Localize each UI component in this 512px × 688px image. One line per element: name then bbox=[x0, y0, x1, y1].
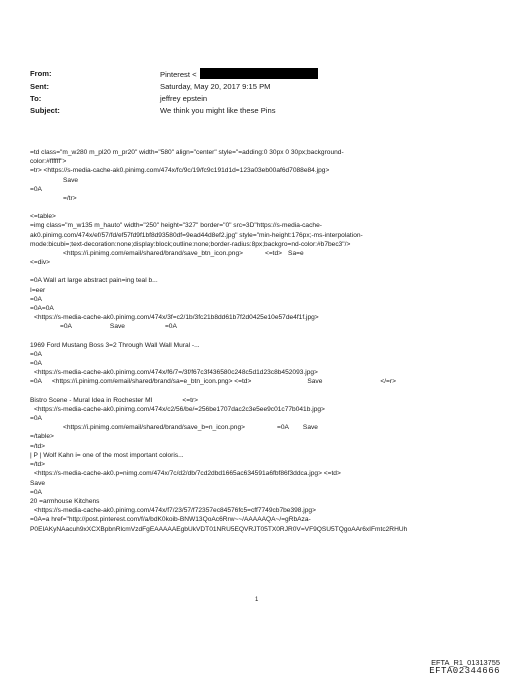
body-line: <https://s-media-cache-ak0.p=nimg.com/474x/7c/d2/db/7cd2dbd1665ac634591a6fbf86f3ddca.jpg> <=td> bbox=[34, 470, 341, 478]
body-line: =0A bbox=[30, 360, 42, 368]
body-line: =0A=a href="http://post.pinterest.com/f/a/bdK0koib-BNW13QoAc6Rrw~~/AAAAAQA~/=gRbAza- bbox=[30, 516, 311, 524]
body-line bbox=[30, 396, 488, 405]
body-text: <https://i.pinimg.com/email/shared/brand/save_btn_icon.png> bbox=[63, 250, 243, 258]
body-line: =0A bbox=[30, 185, 42, 193]
body-line: =0A bbox=[30, 295, 42, 303]
body-line: =td class="m_w280 m_pl20 m_pr20" width="580" align="center" style="=adding:0 30px 0 30px;background- bbox=[30, 149, 344, 156]
body-text: Bistro Scene - Mural Idea in Rochester MI bbox=[30, 396, 153, 404]
body-line: =0A bbox=[30, 415, 42, 423]
body-line: <=div> bbox=[30, 259, 50, 267]
from-row bbox=[30, 68, 490, 81]
body-line: =/td> bbox=[30, 442, 46, 450]
bates-footer bbox=[429, 658, 500, 676]
body-text: <https://i.pinimg.com/email/shared/brand/save_b=n_icon.png> bbox=[63, 424, 245, 432]
from-value bbox=[160, 68, 318, 81]
bates-id-primary: EFTA_R1_01313755 bbox=[431, 658, 500, 667]
sent-label: Sent: bbox=[30, 82, 49, 91]
body-text: <https://i.pinimg.com/email/shared/brand/sa=e_btn_icon.png> <=td> bbox=[51, 378, 252, 386]
body-text: Save bbox=[109, 323, 125, 331]
body-line: =0A bbox=[30, 488, 42, 496]
page-number: 1 bbox=[255, 597, 259, 603]
subject-value: We think you might like these Pins bbox=[160, 106, 276, 115]
body-text: =0A bbox=[30, 378, 42, 386]
body-line: =0A=0A bbox=[30, 305, 54, 313]
body-text: <=td> bbox=[264, 250, 283, 258]
body-line bbox=[30, 322, 488, 331]
body-line: Save bbox=[63, 176, 79, 184]
body-line: <=table> bbox=[30, 213, 56, 221]
body-line: =tr> <https://s-media-cache-ak0.pinimg.com/474x/fc/9c/19/fc9c191d1d=123a03eb00af6d7088e84.jpg> bbox=[30, 167, 330, 175]
body-line bbox=[30, 423, 488, 432]
body-text: Save bbox=[307, 378, 323, 386]
body-text: =0A bbox=[277, 424, 289, 432]
redaction-bar bbox=[200, 68, 318, 79]
body-line: Save bbox=[30, 479, 46, 487]
body-text: </=r> bbox=[380, 378, 396, 386]
body-text: Sa=e bbox=[288, 250, 304, 258]
body-line: ak0.pinimg.com/474x/ef/57/fd/ef57fd9f1bf8d93580df=9ead44d8ef2.jpg" style="min-height:176px;-ms-interpolation- bbox=[30, 231, 363, 239]
body-text: =0A bbox=[164, 323, 177, 331]
from-text: Pinterest < bbox=[160, 70, 197, 79]
body-line: =/tr> bbox=[63, 195, 77, 203]
body-line bbox=[30, 249, 488, 258]
body-line: =0A bbox=[30, 350, 42, 358]
body-line bbox=[30, 377, 488, 386]
body-text: <=tr> bbox=[182, 396, 198, 404]
body-line: =/table> bbox=[30, 433, 54, 441]
body-line: color:#ffffff"> bbox=[30, 158, 67, 166]
bates-id-secondary: EFTA02344666 bbox=[429, 666, 500, 676]
body-line: | P | Wolf Kahn i= one of the most important coloris... bbox=[30, 451, 184, 459]
email-header bbox=[30, 68, 490, 117]
subject-label: Subject: bbox=[30, 106, 60, 115]
body-text: =0A bbox=[60, 323, 72, 331]
body-line: 1969 Ford Mustang Boss 3=2 Through Wall Wall Mural -... bbox=[30, 341, 200, 349]
subject-row bbox=[30, 105, 490, 117]
body-line: =0A Wall art large abstract pain=ing teal b... bbox=[30, 277, 158, 285]
body-line: 20 =armhouse Kitchens bbox=[30, 497, 100, 505]
body-text: Save bbox=[302, 424, 318, 432]
body-line: <https://s-media-cache-ak0.pinimg.com/474x/f6/7=/3f/f67c3f436580c248c5d1d23c8b452093.jpg> bbox=[34, 369, 318, 377]
body-line: =/td> bbox=[30, 461, 46, 469]
sent-row bbox=[30, 81, 490, 93]
body-line: P0EIAKyNAacuh9xXCXBpbnRlcmVzdFgEAAAAAEgbUkVDT01NRU5EQVRJT05TX0RJR0V=VF9QSU5TQgoAAr6xIFmtc2RHUh bbox=[30, 525, 408, 533]
to-label: To: bbox=[30, 94, 42, 103]
from-label: From: bbox=[30, 69, 52, 78]
email-body bbox=[30, 148, 488, 534]
body-line: mode:bicubi=;text-decoration:none;display:block;outline:none;border-radius:8px;backgro=nd-color:#b7bec3"/> bbox=[30, 240, 351, 248]
body-line: <https://s-media-cache-ak0.pinimg.com/474x/3f=c2/1b/3fc21b8dd61b7f2d0425e10e57de4f1f.jpg> bbox=[34, 314, 319, 322]
to-row bbox=[30, 93, 490, 105]
sent-value: Saturday, May 20, 2017 9:15 PM bbox=[160, 82, 271, 91]
body-line: <https://s-media-cache-ak0.pinimg.com/474x/f7/23/57/f72357ec84576fc5=cff7749cb7be398.jpg> bbox=[34, 507, 316, 515]
body-line: =img class="m_w135 m_hauto" width="250" height="327" border="0" src=3D"https://s-media-cache- bbox=[30, 222, 322, 230]
to-value: jeffrey epstein bbox=[160, 94, 208, 103]
body-line: I=eer bbox=[30, 286, 46, 294]
body-line: <https://s-media-cache-ak0.pinimg.com/474x/c2/56/be/=256be1707dac2c3e5ee9c01c77b041b.jpg> bbox=[34, 405, 325, 413]
